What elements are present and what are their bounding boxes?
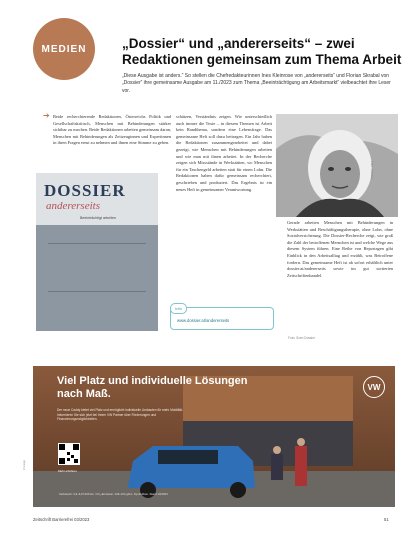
vw-logo-icon: VW (363, 376, 385, 398)
section-badge (33, 18, 95, 80)
portrait-photo (276, 114, 398, 217)
info-link[interactable]: www.dossier.at/andererseits (177, 318, 230, 323)
article-column-1: Beide recherchierende Redaktionen, Österreichs Politik und Gesellschaftskritisch, Menschen mit Behinderungen stärker sichtbar zu machen. Beide Redaktionen arbeiten gemeinsam daran, Menschen mit Behinderungen als Zeitzeuginnen und Expertinnen in ihren Fragen ernst zu nehmen und ihnen eine Stimme zu geben. (53, 114, 171, 146)
cover-title: DOSSIER (44, 181, 126, 200)
qr-label: Mehr erfahren (58, 469, 77, 473)
cover-divider (48, 243, 146, 244)
ad-label: Anzeige (22, 459, 26, 470)
photo-credit: Foto: Sven Dossier (288, 336, 316, 340)
article-column-3: Gerade arbeiten Menschen mit Behinderungen in Werkstätten und Beschäftigungstherapie, ohne Lohn, ohne Sozialversicherung. Die Dossier-Recherche zeigt, wie groß die Zahl der betroffenen Menschen ist und welche Wege aus diesem System führen. Eine Reihe von Reportagen gibt Einblick in den Arbeitsalltag und erzählt, was Betroffene fordern. Das gemeinsame Heft ist ab sofort erhältlich unter dossier.at/andererseits sowie im gut sortierten Zeitschriftenhandel. (287, 220, 393, 278)
arrow-icon: ➔ (43, 111, 50, 120)
qr-code-icon (58, 443, 80, 465)
ad-disclaimer: Verbrauch: 4,9–6,8 l/100 km. CO₂-Emission: 129–154 g/km. Symbolfoto. Stand 10/2023. (59, 492, 169, 496)
qr-code[interactable] (58, 443, 80, 465)
section-badge-label: MEDIEN (41, 43, 87, 55)
lead-text: „Diese Ausgabe ist anders.“ So stellen die Chefredakteurinnen Ines Kleinrose von „andererseits“ und Florian Skrabal von „Dossier“ ihre gemeinsame Ausgabe am 11./2023 zum Thema „Beeinträchtigung am Arbeitsmarkt“ vielbeachtet ihre Leser vor. (122, 73, 391, 94)
photo-caption: Foto: Dossier (370, 161, 374, 179)
magazine-cover (36, 173, 158, 331)
cover-divider (48, 291, 146, 292)
article-column-2: schätzen, Verständnis zeigen. Wie unterschiedlich auch immer die Texte – in diesem Themen ist Arbeit kein Randthema, sondern eine Lebensfrage. Das gemeinsame Heft soll dazu beitragen. Ein Jahr haben die Redaktionen zusammengearbeitet und dabei gezeigt, wie Menschen mit Behinderungen arbeiten und wie man mit ihnen arbeitet. In der Recherche zeigen sich Missstände in Werkstätten, wo Menschen für ein Taschengeld arbeiten statt für einen Lohn. Die Redaktionen haben dafür gemeinsam recherchiert, geschrieben und produziert. Das Ergebnis ist ein neues Heft in gemeinsamer Verantwortung. (176, 114, 272, 192)
portrait-illustration (276, 114, 398, 217)
advertisement[interactable] (33, 366, 395, 507)
ad-title: Viel Platz und individuelle Lösungen nach Maß. (57, 375, 248, 400)
footer-publication: Zeitschrift Barrierefrei 03/2023 (33, 517, 90, 522)
page-number: 51 (384, 517, 389, 522)
ad-body: Der neue Caddy bietet viel Platz und ermöglicht individuelle Umbauten für mehr Mobilität. Informieren Sie sich jetzt bei Ihrem VW Partner über Förderungen und Finanzierungsmöglichkeiten. (57, 408, 183, 422)
info-box (170, 307, 274, 330)
headline: „Dossier“ und „andererseits“ – zwei Redaktionen gemeinsam zum Thema Arbeit (122, 36, 402, 67)
cover-subtitle: Beeinträchtigt arbeiten (80, 216, 116, 220)
info-icon: Info (170, 303, 187, 314)
cover-title-secondary: andererseits (46, 200, 100, 212)
